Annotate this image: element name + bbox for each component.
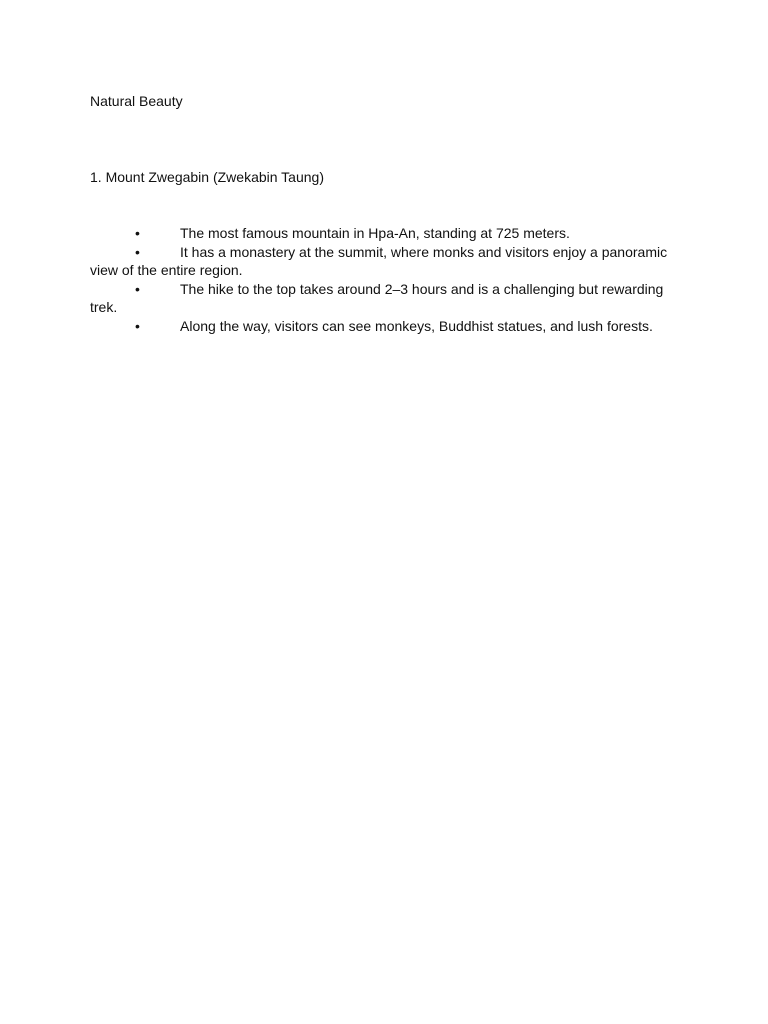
list-item <box>90 224 670 243</box>
bullet-icon: • <box>135 317 140 334</box>
bullet-text: Along the way, visitors can see monkeys, Buddhist statues, and lush forests. <box>180 317 653 334</box>
bullet-text: The most famous mountain in Hpa-An, standing at 725 meters. <box>180 225 570 241</box>
bullet-text: It has a monastery at the summit, where monks and visitors enjoy a panoramic view of the entire region. <box>90 243 668 279</box>
subsection-title: 1. Mount Zwegabin (Zwekabin Taung) <box>90 169 324 185</box>
list-item <box>90 243 670 280</box>
bullet-icon: • <box>135 280 140 297</box>
bullet-icon: • <box>135 225 140 241</box>
section-title: Natural Beauty <box>90 93 183 109</box>
bullet-list <box>90 224 670 336</box>
list-item <box>90 317 670 336</box>
list-item <box>90 280 670 317</box>
bullet-icon: • <box>135 243 140 260</box>
bullet-text: The hike to the top takes around 2–3 hours and is a challenging but rewarding trek. <box>90 280 664 316</box>
